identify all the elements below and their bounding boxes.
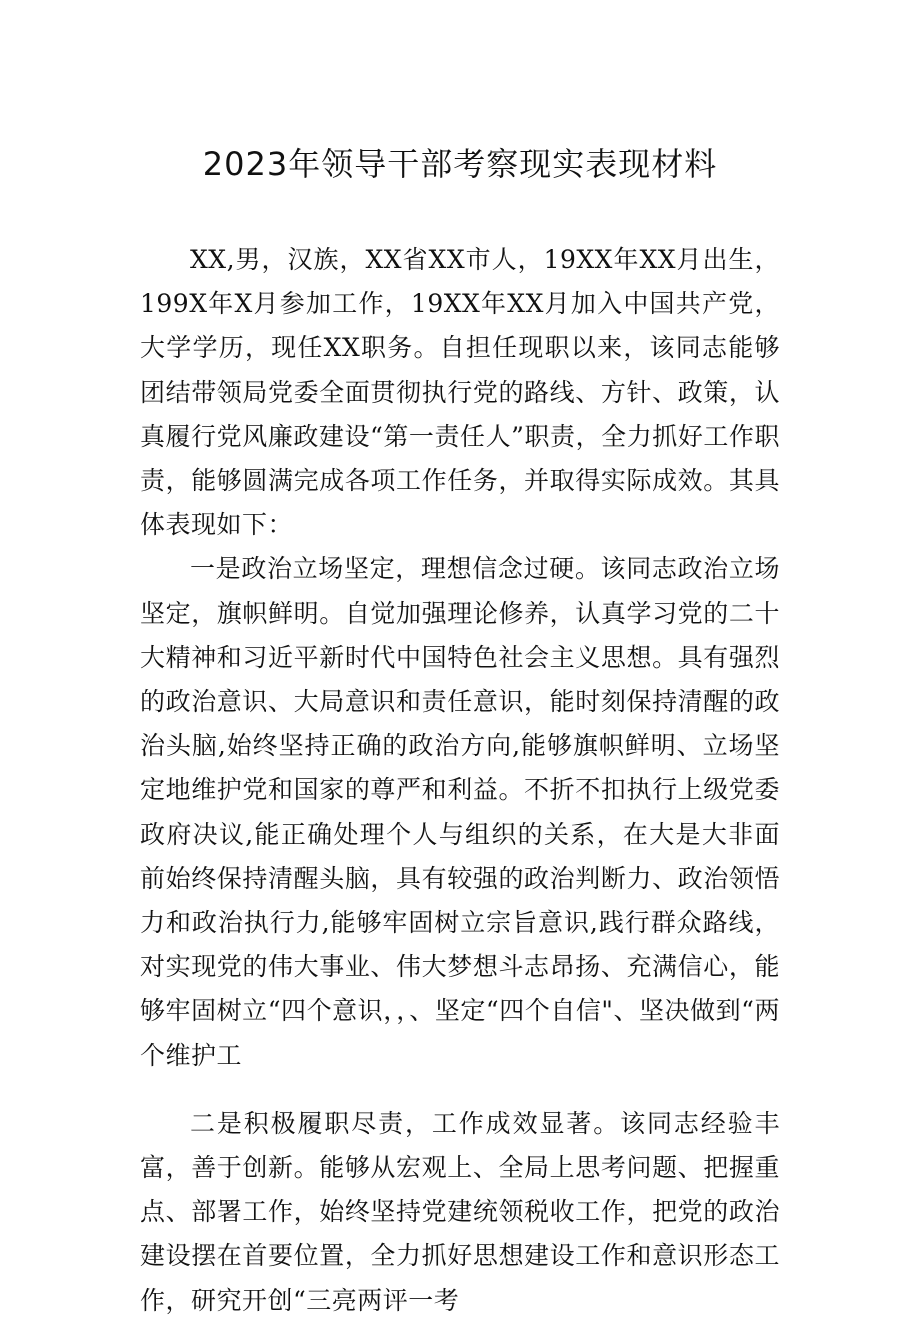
paragraph-intro: XX,男，汉族，XX省XX市人，19XX年XX月出生，199X年X月参加工作，19XX年XX月加入中国共产党，大学学历，现任XX职务。自担任现职以来，该同志能够团结带领局党委全面贯彻执行党的路线、方针、政策，认真履行党风廉政建设“第一责任人”职责，全力抓好工作职责，能够圆满完成各项工作任务，并取得实际成效。其具体表现如下： — [140, 245, 780, 540]
paragraph-duty-performance: 二是积极履职尽责，工作成效显著。该同志经验丰富，善于创新。能够从宏观上、全局上思考问题、把握重点、部署工作，始终坚持党建统领税收工作，把党的政治建设摆在首要位置，全力抓好思想建设工作和意识形态工作，研究开创“三亮两评一考 — [140, 1108, 780, 1315]
paragraph-political-stance: 一是政治立场坚定，理想信念过硬。该同志政治立场坚定，旗帜鲜明。自觉加强理论修养，认真学习党的二十大精神和习近平新时代中国特色社会主义思想。具有强烈的政治意识、大局意识和责任意识，能时刻保持清醒的政治头脑,始终坚持正确的政治方向,能够旗帜鲜明、立场坚定地维护党和国家的尊严和利益。不折不扣执行上级党委政府决议,能正确处理个人与组织的关系，在大是大非面前始终保持清醒头脑，具有较强的政治判断力、政治领悟力和政治执行力,能够牢固树立宗旨意识,践行群众路线，对实现党的伟大事业、伟大梦想斗志昂扬、充满信心，能够牢固树立“四个意识，，、坚定“四个自信"、坚决做到“两个维护工 — [140, 554, 780, 1070]
document-body — [140, 238, 780, 1323]
document-title: 2023年领导干部考察现实表现材料 — [202, 145, 718, 183]
